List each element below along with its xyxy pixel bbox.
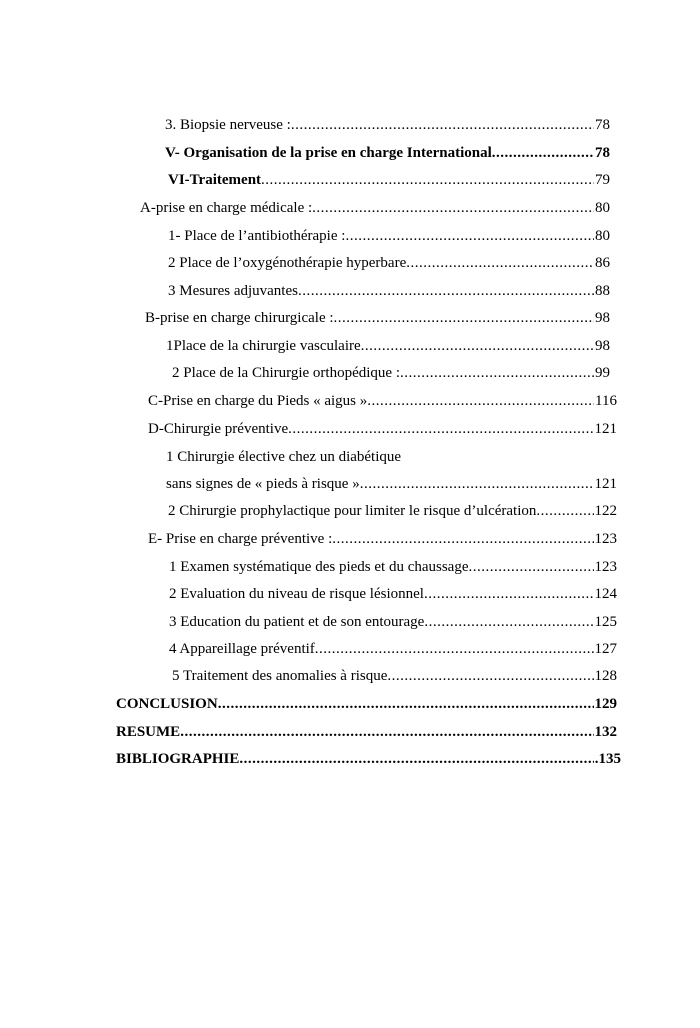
toc-entry-chirurgie-preventive xyxy=(148,418,617,440)
dot-leader xyxy=(180,721,593,743)
toc-entry-label: 5 Traitement des anomalies à risque xyxy=(172,668,388,684)
toc-entry-page: 80 xyxy=(595,200,610,216)
toc-entry-label: V- Organisation de la prise en charge International xyxy=(165,145,492,161)
toc-entry-page: 78 xyxy=(595,145,610,161)
toc-entry-label: sans signes de « pieds à risque » xyxy=(166,476,360,492)
toc-entry-page: 98 xyxy=(595,310,610,326)
toc-entry-label: 1 Examen systématique des pieds et du chaussage xyxy=(169,559,469,575)
toc-entry-sans-signes-pieds-risque xyxy=(166,473,617,495)
toc-entry-page: 80 xyxy=(595,228,610,244)
dot-leader xyxy=(312,197,594,219)
dot-leader xyxy=(288,418,593,440)
toc-entry-label: C-Prise en charge du Pieds « aigus » xyxy=(148,393,368,409)
toc-entry-label: 1Place de la chirurgie vasculaire xyxy=(166,338,361,354)
toc-entry-traitement xyxy=(168,169,610,191)
toc-entry-label: 4 Appareillage préventif xyxy=(169,641,315,657)
toc-entry-label: 2 Evaluation du niveau de risque lésionnel xyxy=(169,586,424,602)
toc-entry-evaluation-risque xyxy=(169,583,617,605)
toc-entry-label: VI-Traitement xyxy=(168,172,262,188)
toc-entry-page: 78 xyxy=(595,117,610,133)
toc-entry-mesures-adjuvantes xyxy=(168,280,610,302)
toc-entry-label: E- Prise en charge préventive : xyxy=(148,531,333,547)
toc-entry-chirurgie-vasculaire xyxy=(166,335,610,357)
dot-leader xyxy=(345,225,594,247)
toc-entry-page: 127 xyxy=(594,641,617,657)
dot-leader xyxy=(367,390,594,412)
toc-entry-traitement-anomalies xyxy=(172,665,617,687)
toc-entry-page: 123 xyxy=(594,531,617,547)
toc-entry-prise-charge-medicale xyxy=(140,197,610,219)
toc-entry-label: A-prise en charge médicale : xyxy=(140,200,313,216)
toc-entry-prise-charge-preventive xyxy=(148,528,617,550)
dot-leader xyxy=(424,583,594,605)
toc-entry-page: 132 xyxy=(594,724,617,740)
toc-entry-label: CONCLUSION xyxy=(116,696,218,712)
dot-leader xyxy=(360,473,594,495)
toc-entry-page: 128 xyxy=(594,668,617,684)
toc-entry-conclusion xyxy=(116,693,617,715)
toc-entry-label: 3 Education du patient et de son entourage xyxy=(169,614,425,630)
dot-leader xyxy=(218,693,594,715)
toc-entry-prise-charge-chirurgicale xyxy=(145,307,610,329)
toc-entry-label: 2 Chirurgie prophylactique pour limiter le risque d’ulcération xyxy=(168,503,537,519)
toc-entry-appareillage-preventif xyxy=(169,638,617,660)
dot-leader xyxy=(298,280,594,302)
dot-leader xyxy=(291,114,594,136)
toc-entry-antibiotherapie xyxy=(168,225,610,247)
toc-entry-label: BIBLIOGRAPHIE xyxy=(116,751,240,767)
dot-leader xyxy=(492,142,594,164)
toc-entry-page: 98 xyxy=(595,338,610,354)
toc-entry-page: 99 xyxy=(595,365,610,381)
toc-entry-page: 116 xyxy=(595,393,617,409)
toc-entry-oxygenotherapie xyxy=(168,252,610,274)
toc-entry-label: 1- Place de l’antibiothérapie : xyxy=(168,228,346,244)
toc-entry-chirurgie-elective xyxy=(166,446,617,468)
toc-entry-education-patient xyxy=(169,611,617,633)
dot-leader xyxy=(400,362,594,384)
toc-entry-label: D-Chirurgie préventive xyxy=(148,421,289,437)
toc-entry-resume xyxy=(116,721,617,743)
toc-entry-examen-systematique xyxy=(169,556,617,578)
toc-entry-page: 121 xyxy=(594,476,617,492)
toc-entry-bibliographie xyxy=(116,748,621,770)
toc-entry-page: 79 xyxy=(595,172,610,188)
toc-entry-page: 125 xyxy=(594,614,617,630)
toc-entry-chirurgie-orthopedique xyxy=(172,362,610,384)
dot-leader xyxy=(315,638,594,660)
toc-entry-label: 1 Chirurgie élective chez un diabétique xyxy=(166,449,402,465)
dot-leader xyxy=(334,307,594,329)
toc-entry-page: 129 xyxy=(594,696,617,712)
dot-leader xyxy=(361,335,594,357)
toc-entry-label: 3. Biopsie nerveuse : xyxy=(165,117,291,133)
dot-leader xyxy=(469,556,594,578)
toc-entry-label: B-prise en charge chirurgicale : xyxy=(145,310,334,326)
dot-leader xyxy=(261,169,594,191)
toc-entry-page: 122 xyxy=(594,503,617,519)
toc-entry-label: 2 Place de la Chirurgie orthopédique : xyxy=(172,365,400,381)
toc-entry-page: 88 xyxy=(595,283,610,299)
dot-leader xyxy=(536,500,593,522)
toc-entry-page: 121 xyxy=(594,421,617,437)
dot-leader xyxy=(332,528,593,550)
toc-entry-chirurgie-prophylactique xyxy=(168,500,617,522)
toc-entry-pieds-aigus xyxy=(148,390,617,412)
toc-entry-page: 123 xyxy=(594,559,617,575)
toc-entry-label: 2 Place de l’oxygénothérapie hyperbare xyxy=(168,255,407,271)
toc-entry-label: RESUME xyxy=(116,724,181,740)
dot-leader xyxy=(406,252,594,274)
toc-entry-page: .135 xyxy=(594,751,621,767)
dot-leader xyxy=(387,665,593,687)
dot-leader xyxy=(239,748,593,770)
toc-entry-page: 86 xyxy=(595,255,610,271)
dot-leader xyxy=(424,611,593,633)
toc-entry-label: 3 Mesures adjuvantes xyxy=(168,283,298,299)
toc-entry-page: 124 xyxy=(594,586,617,602)
toc-entry-organisation xyxy=(165,142,610,164)
toc-entry-biopsie-nerveuse xyxy=(165,114,610,136)
